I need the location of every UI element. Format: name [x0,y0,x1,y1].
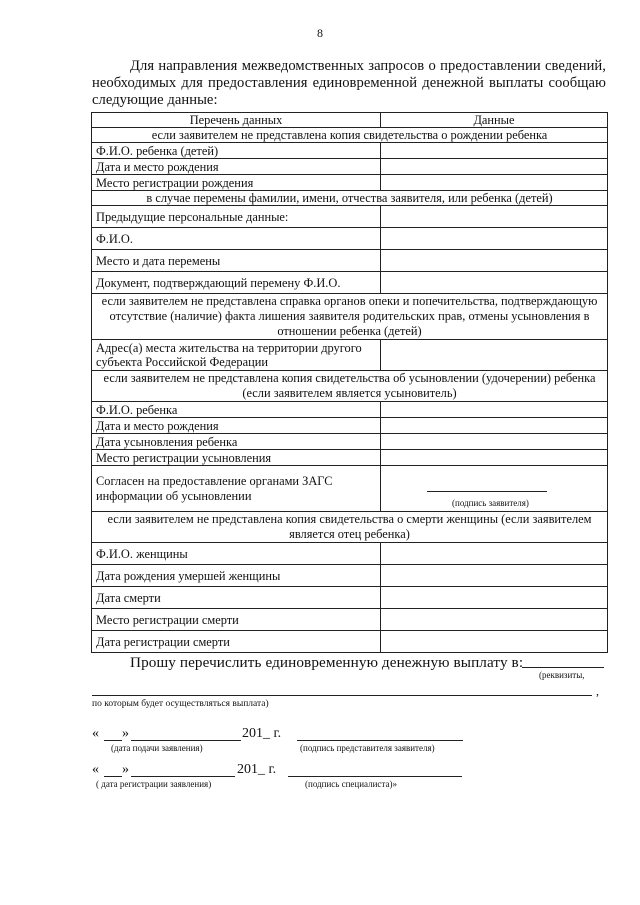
signature-caption: (подпись заявителя) [452,498,529,508]
row-label: Ф.И.О. женщины [92,543,381,565]
header-list: Перечень данных [92,113,381,128]
year-2: 201_ г. [237,762,277,777]
purpose-caption: по которым будет осуществляться выплата) [92,699,269,709]
row-label: Дата и место рождения [92,418,381,434]
data-cell[interactable] [381,418,608,434]
quote-close: » [122,762,129,777]
data-cell[interactable] [381,609,608,631]
row-label: Место регистрации усыновления [92,450,381,466]
data-cell[interactable] [381,159,608,175]
trailing-comma: , [596,684,599,698]
row-label: Ф.И.О. [92,228,381,250]
header-data: Данные [381,113,608,128]
data-cell[interactable] [381,565,608,587]
row-label: Документ, подтверждающий перемену Ф.И.О. [92,272,381,294]
sign-caption-1: (подпись представителя заявителя) [300,743,435,753]
section-name-change: в случае перемены фамилии, имени, отчества заявителя, или ребенка (детей) [92,191,608,206]
quote-close-1-wrap [122,726,129,742]
data-cell[interactable] [381,434,608,450]
data-cell[interactable] [381,143,608,159]
data-cell[interactable] [381,543,608,565]
data-cell[interactable] [381,206,608,228]
date-row-2 [92,762,99,778]
requisites-caption: (реквизиты, [539,670,585,680]
row-label: Дата рождения умершей женщины [92,565,381,587]
row-label: Ф.И.О. ребенка [92,402,381,418]
request-blank-line[interactable] [522,667,604,668]
signature-line [427,491,547,492]
section-guardianship: если заявителем не представлена справка органов опеки и попечительства, подтверждающую отсутствие (наличие) факта лишения заявителя родительских прав, отмены усыновления в отношении ребенка (детей) [92,294,608,340]
row-label: Место регистрации смерти [92,609,381,631]
data-cell[interactable] [381,402,608,418]
row-label: Место регистрации рождения [92,175,381,191]
month-blank-2[interactable] [131,776,235,777]
section-adoption: если заявителем не представлена копия свидетельства об усыновлении (удочерении) ребенка (если заявителем является усыновитель) [92,371,608,402]
row-label: Ф.И.О. ребенка (детей) [92,143,381,159]
row-label: Дата регистрации смерти [92,631,381,653]
date-row-1 [92,726,99,742]
row-label: Предыдущие персональные данные: [92,206,381,228]
data-cell[interactable] [381,587,608,609]
data-cell[interactable] [381,631,608,653]
data-cell[interactable] [381,250,608,272]
sign-caption-2: (подпись специалиста)» [305,779,397,789]
quote-open: « [92,762,99,777]
row-label: Место и дата перемены [92,250,381,272]
data-cell[interactable] [381,272,608,294]
data-table [91,112,608,653]
consent-label: Согласен на предоставление органами ЗАГС информации об усыновлении [92,466,381,512]
section-birth-certificate: если заявителем не представлена копия свидетельства о рождении ребенка [92,128,608,143]
data-cell[interactable] [381,450,608,466]
row-label: Дата усыновления ребенка [92,434,381,450]
year-1: 201_ г. [242,726,282,741]
requisites-line[interactable] [92,695,592,696]
consent-signature-cell[interactable] [381,466,608,512]
data-cell[interactable] [381,175,608,191]
section-death-certificate: если заявителем не представлена копия свидетельства о смерти женщины (если заявителем является отец ребенка) [92,512,608,543]
month-blank-1[interactable] [131,740,241,741]
row-label: Адрес(а) места жительства на территории другого субъекта Российской Федерации [92,340,381,371]
data-cell[interactable] [381,340,608,371]
quote-close-2-wrap [122,762,129,778]
quote-open: « [92,726,99,741]
request-text: Прошу перечислить единовременную денежную выплату в: [130,654,524,671]
intro-text: Для направления межведомственных запросов о предоставлении сведений, необходимых для предоставления единовременной денежной выплаты сообщаю следующие данные: [92,58,606,108]
signature-line-2[interactable] [288,776,462,777]
day-blank-2[interactable] [104,776,122,777]
date-caption-1: (дата подачи заявления) [111,743,203,753]
quote-close: » [122,726,129,741]
data-cell[interactable] [381,228,608,250]
date-caption-2: ( дата регистрации заявления) [96,779,212,789]
intro-paragraph [92,58,606,109]
row-label: Дата и место рождения [92,159,381,175]
page-number: 8 [317,26,323,40]
row-label: Дата смерти [92,587,381,609]
day-blank-1[interactable] [104,740,122,741]
signature-line-1[interactable] [297,740,463,741]
